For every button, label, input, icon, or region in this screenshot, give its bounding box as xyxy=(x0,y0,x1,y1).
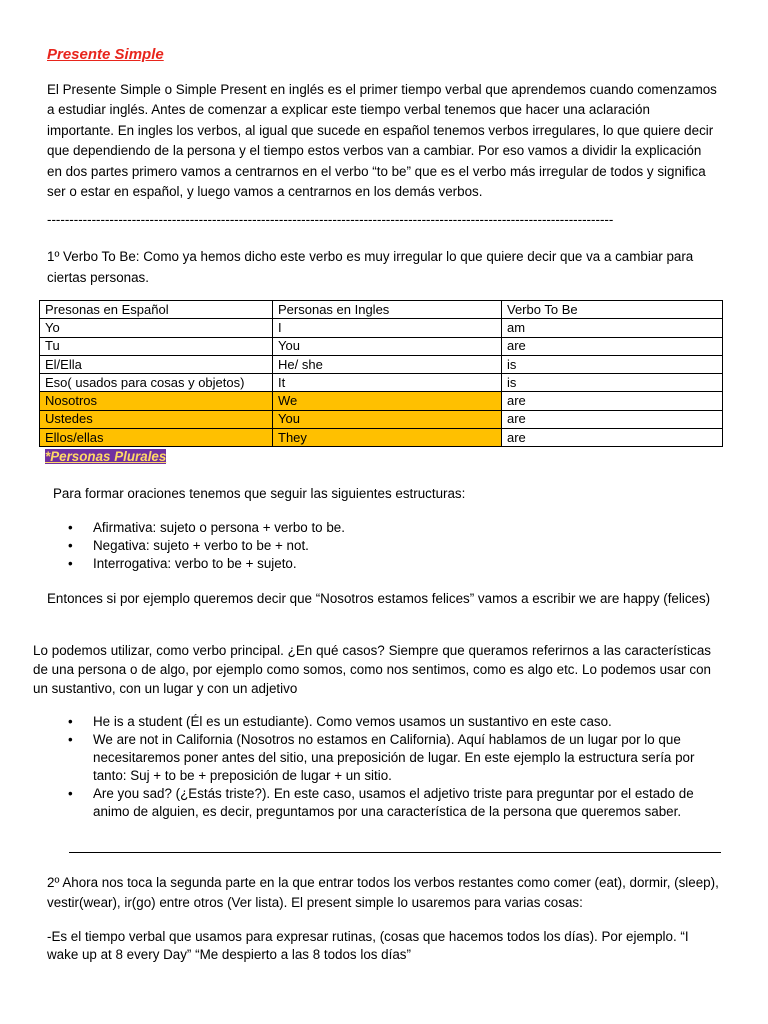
verbo-to-be-paragraph: 1º Verbo To Be: Como ya hemos dicho este verbo es muy irregular lo que quiere decir que va a cambiar para ciertas personas. xyxy=(47,249,694,285)
table-cell: are xyxy=(502,392,723,410)
horizontal-rule xyxy=(69,852,721,853)
usage-paragraph: Lo podemos utilizar, como verbo principal. ¿En qué casos? Siempre que queramos referirnos a las características de una persona o de algo, por ejemplo como somos, como nos sentimos, como es algo etc. Lo podemos usar con un sustantivo, con un lugar y con un adjetivo xyxy=(33,643,711,696)
rutinas-paragraph: -Es el tiempo verbal que usamos para expresar rutinas, (cosas que hacemos todos los días). Por ejemplo. “I wake up at 8 every Day” “Me despierto a las 8 todos los días” xyxy=(47,929,689,963)
table-header-cell: Presonas en Español xyxy=(40,301,273,319)
table-cell: are xyxy=(502,337,723,355)
segunda-parte-paragraph: 2º Ahora nos toca la segunda parte en la que entrar todos los verbos restantes como comer (eat), dormir, (sleep), vestir(wear), ir(go) entre otros (Ver lista). El present simple lo usaremos para varias cosas: xyxy=(47,875,719,911)
plural-persons-note-text: *Personas Plurales xyxy=(45,449,167,464)
table-cell: Tu xyxy=(40,337,273,355)
table-cell: You xyxy=(273,337,502,355)
examples-list xyxy=(68,713,723,821)
table-header-cell: Personas en Ingles xyxy=(273,301,502,319)
verb-to-be-table xyxy=(39,300,723,447)
table-cell: are xyxy=(502,410,723,428)
table-cell: El/Ella xyxy=(40,355,273,373)
table-cell: It xyxy=(273,374,502,392)
example-paragraph: Entonces si por ejemplo queremos decir que “Nosotros estamos felices” vamos a escribir we are happy (felices) xyxy=(47,591,711,606)
table-cell-highlighted: Ellos/ellas xyxy=(40,429,273,447)
table-cell-highlighted: We xyxy=(273,392,502,410)
table-cell: He/ she xyxy=(273,355,502,373)
structures-list xyxy=(68,519,718,573)
dashed-separator: ------------------------------------------------------------------------------------------------------------------------------- xyxy=(47,212,614,227)
table-cell: are xyxy=(502,429,723,447)
list-item: • We are not in California (Nosotros no estamos en California). Aquí hablamos de un lugar por lo que necesitaremos poner antes del sitio, una preposición de lugar. En este ejemplo la estructura sería por tanto: Suj + to be + preposición de lugar + un sitio. xyxy=(68,731,723,785)
table-row-plural xyxy=(40,429,723,447)
plural-persons-note xyxy=(45,449,166,464)
table-cell-highlighted: They xyxy=(273,429,502,447)
table-row-plural xyxy=(40,392,723,410)
table-cell-highlighted: Nosotros xyxy=(40,392,273,410)
intro-paragraph: El Presente Simple o Simple Present en inglés es el primer tiempo verbal que aprendemos cuando comenzamos a estudiar inglés. Antes de comenzar a explicar este tiempo verbal tenemos que hacer una aclaración importante. En ingles los verbos, al igual que sucede en español tenemos verbos irregulares, lo que quiere decir que dependiendo de la persona y el tiempo estos verbos van a cambiar. Por eso vamos a dividir la explicación en dos partes primero vamos a centrarnos en el verbo “to be” que es el verbo más irregular de todos y significa ser o estar en español, y luego vamos a centrarnos en los demás verbos. xyxy=(47,82,717,200)
table-cell-highlighted: Ustedes xyxy=(40,410,273,428)
list-item: • Afirmativa: sujeto o persona + verbo to be. xyxy=(68,519,718,537)
table-cell: I xyxy=(273,319,502,337)
table-cell: am xyxy=(502,319,723,337)
table-row xyxy=(40,355,723,373)
list-item: • He is a student (Él es un estudiante). Como vemos usamos un sustantivo en este caso. xyxy=(68,713,723,731)
table-cell: is xyxy=(502,374,723,392)
table-cell: Yo xyxy=(40,319,273,337)
table-row xyxy=(40,319,723,337)
table-header-cell: Verbo To Be xyxy=(502,301,723,319)
table-row xyxy=(40,374,723,392)
table-cell: is xyxy=(502,355,723,373)
page-title: Presente Simple xyxy=(47,46,164,63)
formar-oraciones-paragraph: Para formar oraciones tenemos que seguir las siguientes estructuras: xyxy=(53,486,466,501)
table-row xyxy=(40,337,723,355)
table-cell: Eso( usados para cosas y objetos) xyxy=(40,374,273,392)
table-header-row xyxy=(40,301,723,319)
list-item: • Negativa: sujeto + verbo to be + not. xyxy=(68,537,718,555)
table-row-plural xyxy=(40,410,723,428)
table-cell-highlighted: You xyxy=(273,410,502,428)
list-item: • Are you sad? (¿Estás triste?). En este caso, usamos el adjetivo triste para preguntar por el estado de animo de alguien, es decir, preguntamos por una característica de la persona que queremos saber. xyxy=(68,785,723,821)
list-item: • Interrogativa: verbo to be + sujeto. xyxy=(68,555,718,573)
